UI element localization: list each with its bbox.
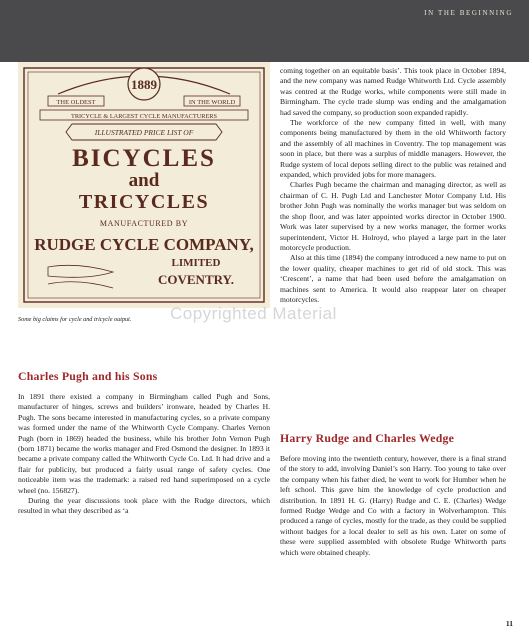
paragraph: coming together on an equitable basis’. This took place in October 1894, and the new company was named Rudge Whitworth Ltd. Cycle assembly was centred at the Rudge works, while components were still made in Birmingham. The cycle trade slump was ending and the amalgamation had saved the company, so production soon expanded rapidly. bbox=[280, 66, 506, 117]
paragraph: The workforce of the new company fitted in well, with many components being manufactured by them in the old Whitworth factory and the assembly of all machines in Coventry. The top management was soon in place, but there was a surplus of middle managers. However, the Rudge system of local depots selling direct to the public was retained and expanded, which provided jobs for more managers. bbox=[280, 118, 506, 180]
right-column-text-bottom bbox=[280, 454, 506, 558]
left-column-text bbox=[18, 392, 270, 517]
scroll-label: ILLUSTRATED PRICE LIST OF bbox=[94, 128, 194, 137]
header-bar bbox=[0, 0, 529, 62]
paragraph: Charles Pugh became the chairman and managing director, as well as chairman of C. H. Pugh Ltd and Lanchester Motor Company Ltd. His brother John Pugh was nominally the works manager but was seldom on the shop floor, and was later appointed works director in October 1900. Work was later supervised by a new works manager, the former works superintendent, Victor H. Holroyd, who played a large part in the later motorcycle production. bbox=[280, 180, 506, 252]
company-label: RUDGE CYCLE COMPANY, bbox=[34, 235, 254, 254]
paragraph: In 1891 there existed a company in Birmingham called Pugh and Sons, manufacturer of hinges, screws and builders’ ironware, headed by Charles H. Pugh. The sons became interested in manufacturing cycles, so a private company was formed under the name of the Whitworth Cycle Company. Charles Vernon Pugh (born in 1869) headed the business, while his brother John Vernon Pugh (born 1871) became the works manager and Fred Osmond the designer. In 1893 it became a private company called the Whitworth Cycle Co. Ltd. It had drive and a flair for publicity, but produced a fairly usual range of safety cycles. One noticeable item was the trademark: a raised red hand superimposed on a cycle wheel (no. 156827). bbox=[18, 392, 270, 495]
city-label: COVENTRY. bbox=[158, 272, 234, 287]
figure-caption: Some big claims for cycle and tricycle output. bbox=[18, 316, 132, 323]
ribbon-left-label: THE OLDEST bbox=[56, 99, 96, 106]
band-label: TRICYCLE & LARGEST CYCLE MANUFACTURERS bbox=[70, 113, 218, 120]
limited-label: LIMITED bbox=[171, 257, 221, 269]
page-number: 11 bbox=[505, 619, 513, 628]
catalogue-cover-illustration bbox=[18, 62, 270, 308]
manufactured-by-label: MANUFACTURED BY bbox=[99, 219, 189, 228]
paragraph: Before moving into the twentieth century, however, there is a final strand of the story to add, involving Daniel’s son Harry. Too young to take over the company when his father died, he went to work for Humber when he left school. This gave him the knowledge of cycle production and distribution. In 1891 H. G. (Harry) Rudge and C. E. (Charles) Wedge formed Rudge Wedge and Co with a factory in Wolverhampton. This produced a range of cycles, mostly for the trade, as they could be supplied without badges for a local dealer to sell as his own. Later on some of these were supplied assembled with obsolete Rudge Whitworth parts which were obtained cheaply. bbox=[280, 454, 506, 557]
paragraph: Also at this time (1894) the company introduced a new name to put on the lower quality, cheaper machines to get rid of old stock. This was ‘Crescent’, a name that had been used before the amalgamation on machines sent to America. It would also reappear later on cheaper motorcycles. bbox=[280, 253, 506, 304]
running-head: IN THE BEGINNING bbox=[424, 9, 513, 17]
section-heading-harry-rudge: Harry Rudge and Charles Wedge bbox=[280, 431, 455, 445]
paragraph: During the year discussions took place with the Rudge directors, which resulted in what they described as ‘a bbox=[18, 496, 270, 516]
ribbon-right-label: IN THE WORLD bbox=[188, 99, 236, 106]
title-bicycles: BICYCLES bbox=[72, 145, 216, 172]
title-and: and bbox=[128, 170, 160, 191]
year-label: 1889 bbox=[131, 77, 157, 92]
title-tricycles: TRICYCLES bbox=[78, 191, 210, 213]
right-column-text-top bbox=[280, 66, 506, 305]
catalogue-cover-image bbox=[18, 62, 270, 308]
copyright-watermark: Copyrighted Material bbox=[170, 304, 337, 323]
section-heading-charles-pugh: Charles Pugh and his Sons bbox=[18, 369, 158, 383]
